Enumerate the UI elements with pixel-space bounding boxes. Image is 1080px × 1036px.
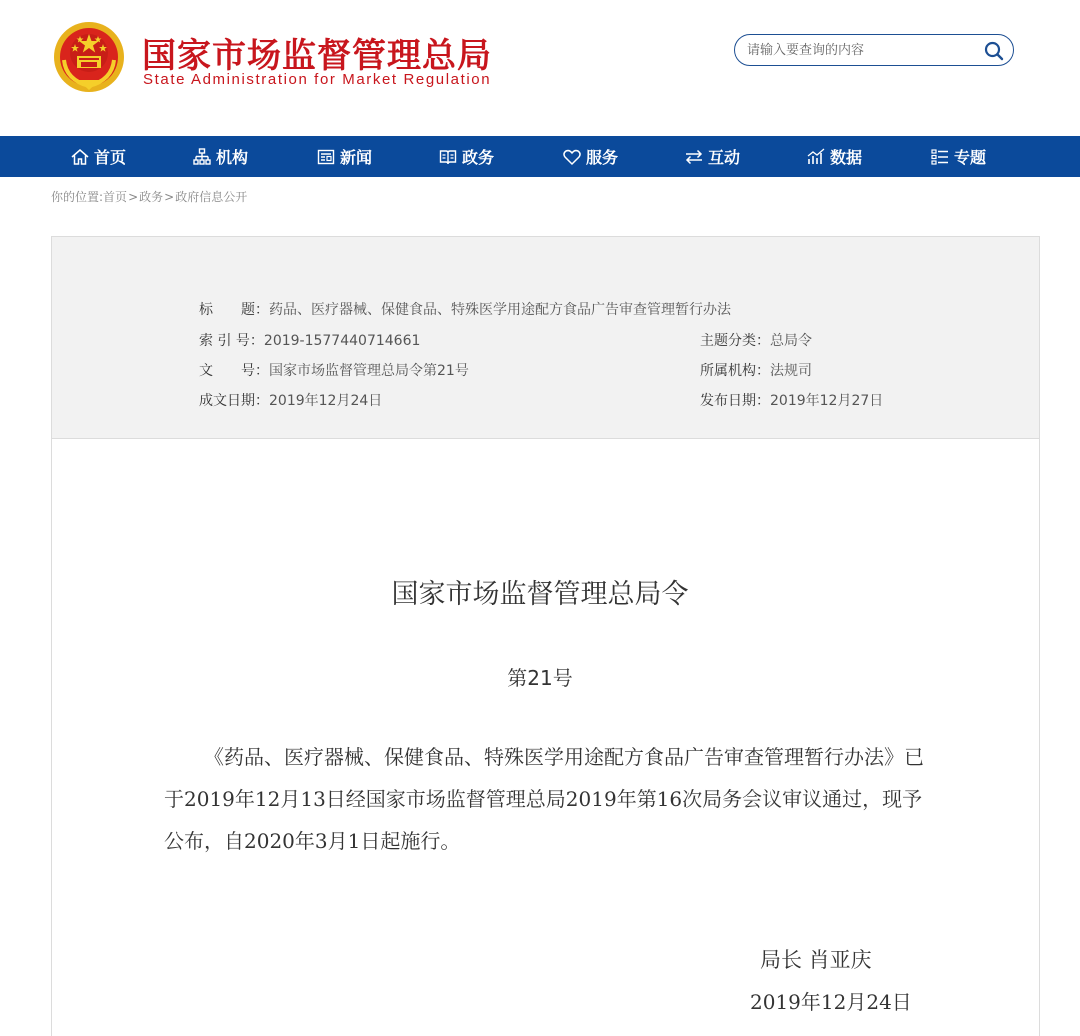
meta-published (700, 390, 883, 410)
meta-topic (700, 330, 812, 350)
chart-icon (806, 147, 826, 167)
meta-created (199, 390, 382, 410)
nav-item-news[interactable] (316, 136, 372, 177)
breadcrumb-link-affairs[interactable]: 政务 (139, 190, 164, 204)
nav-item-interaction[interactable] (684, 136, 740, 177)
nav-item-affairs[interactable] (438, 136, 494, 177)
breadcrumb-prefix: 你的位置: (51, 190, 104, 204)
document-signer: 局长 肖亚庆 (760, 948, 872, 972)
search-box (734, 34, 1014, 66)
meta-index-value: 2019-1577440714661 (263, 333, 421, 349)
list-icon (930, 147, 950, 167)
meta-org-label: 所属机构： (700, 363, 770, 379)
newspaper-icon (316, 147, 336, 167)
breadcrumb (51, 188, 247, 205)
nav-item-home[interactable] (70, 136, 126, 177)
national-emblem-icon (52, 20, 126, 94)
exchange-arrows-icon (684, 147, 704, 167)
search-icon[interactable] (983, 40, 1005, 62)
heart-icon (562, 147, 582, 167)
meta-title-value: 药品、医疗器械、保健食品、特殊医学用途配方食品广告审查管理暂行办法 (269, 302, 731, 318)
document-date: 2019年12月24日 (750, 990, 912, 1014)
breadcrumb-link-home[interactable]: 首页 (103, 190, 128, 204)
home-icon (70, 147, 90, 167)
document-title: 国家市场监督管理总局令 (391, 579, 689, 610)
document-metadata (52, 237, 1039, 439)
nav-item-label: 首页 (94, 148, 127, 167)
nav-item-services[interactable] (562, 136, 618, 177)
meta-created-label: 成文日期： (199, 393, 269, 409)
breadcrumb-separator: > (164, 190, 175, 204)
meta-docno (199, 360, 469, 380)
meta-topic-value: 总局令 (770, 333, 812, 349)
nav-item-label: 专题 (954, 148, 987, 167)
document-body: 《药品、医疗器械、保健食品、特殊医学用途配方食品广告审查管理暂行办法》已于2019年12月13日经国家市场监督管理总局2019年第16次局务会议审议通过，现予公布，自2020年3月1日起施行。 (164, 745, 924, 853)
meta-index (199, 330, 420, 350)
meta-org-value: 法规司 (770, 363, 812, 379)
site-name-en[interactable]: State Administration for Market Regulation (143, 71, 492, 88)
main-nav (0, 136, 1080, 177)
nav-item-topics[interactable] (930, 136, 986, 177)
nav-item-label: 数据 (830, 148, 863, 167)
nav-item-label: 新闻 (340, 148, 373, 167)
meta-docno-label: 文 号： (199, 363, 269, 379)
meta-title (199, 299, 731, 319)
nav-item-org[interactable] (192, 136, 248, 177)
nav-item-label: 政务 (462, 148, 495, 167)
document-number: 第21号 (507, 666, 573, 690)
breadcrumb-link-gov-info[interactable]: 政府信息公开 (175, 190, 248, 204)
meta-index-label: 索 引 号： (199, 333, 264, 349)
meta-created-value: 2019年12月24日 (269, 393, 383, 409)
site-header (0, 0, 1080, 136)
org-chart-icon (192, 147, 212, 167)
article-container (51, 236, 1040, 1036)
nav-item-label: 机构 (216, 148, 249, 167)
meta-topic-label: 主题分类： (700, 333, 770, 349)
nav-item-data[interactable] (806, 136, 862, 177)
search-input[interactable] (747, 39, 977, 61)
breadcrumb-separator: > (128, 190, 139, 204)
book-icon (438, 147, 458, 167)
nav-item-label: 服务 (586, 148, 619, 167)
meta-org (700, 360, 812, 380)
meta-docno-value: 国家市场监督管理总局令第21号 (269, 363, 469, 379)
nav-item-label: 互动 (708, 148, 741, 167)
site-name-cn[interactable]: 国家市场监督管理总局 (142, 36, 492, 76)
meta-title-label: 标 题： (199, 302, 269, 318)
meta-published-label: 发布日期： (700, 393, 770, 409)
meta-published-value: 2019年12月27日 (770, 393, 884, 409)
